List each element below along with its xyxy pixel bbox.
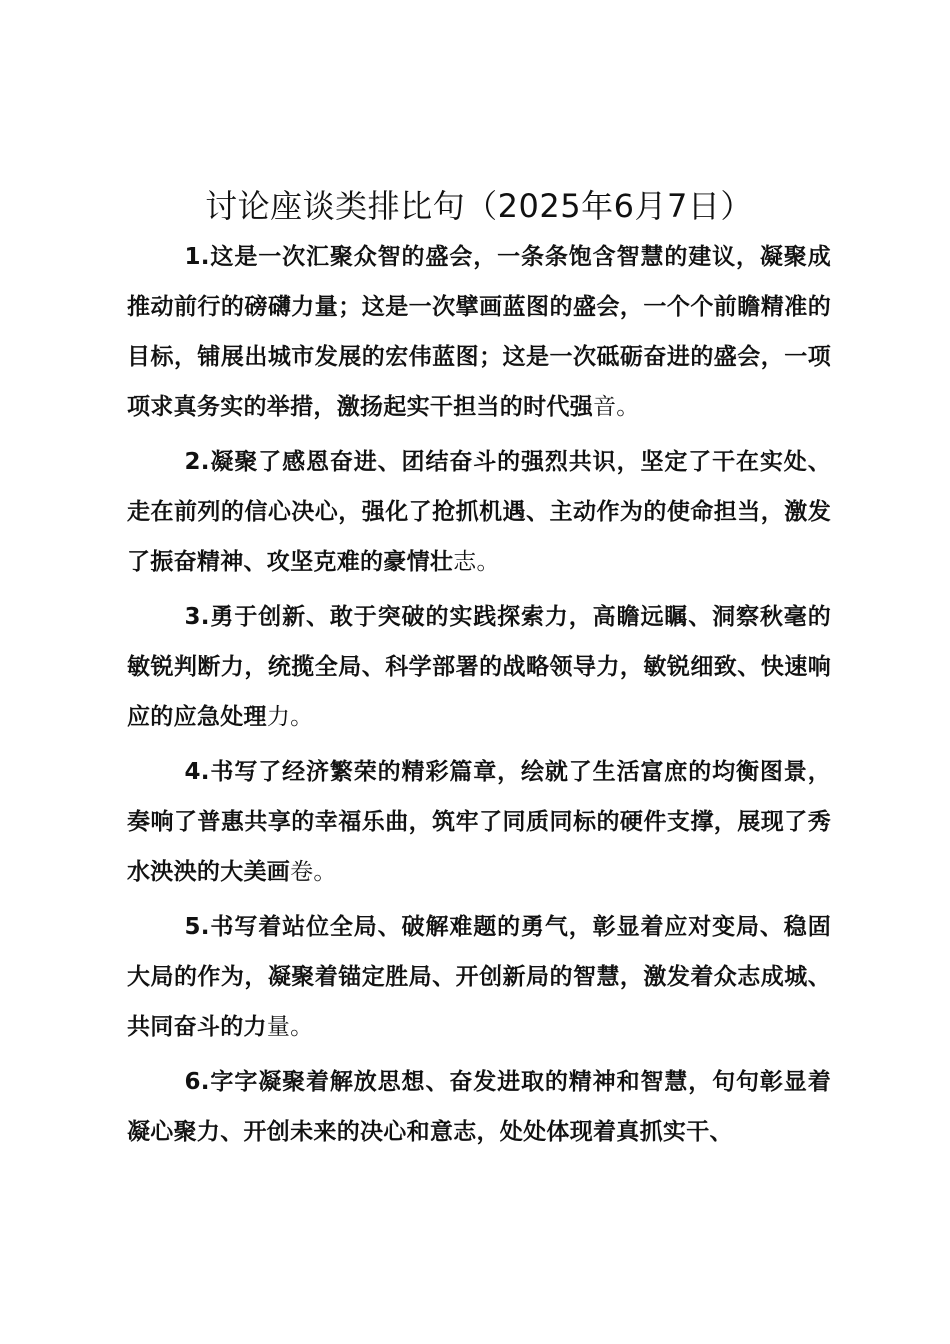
- paragraph-text: 5.书写着站位全局、破解难题的勇气，彰显着应对变局、稳固大局的作为，凝聚着锚定胜局、开创新局的智慧，激发着众志成城、共同奋斗的力: [127, 914, 831, 1040]
- paragraph-text: 3.勇于创新、敢于突破的实践探索力，高瞻远瞩、洞察秋毫的敏锐判断力，统揽全局、科学部署的战略领导力，敏锐细致、快速响应的应急处理: [127, 604, 831, 730]
- paragraph-6: [127, 1057, 831, 1157]
- paragraph-tail: 量。: [266, 1014, 314, 1040]
- document-body: [127, 232, 831, 1162]
- paragraph-text: 4.书写了经济繁荣的精彩篇章，绘就了生活富庶的均衡图景，奏响了普惠共享的幸福乐曲，筑牢了同质同标的硬件支撑，展现了秀水泱泱的大美画: [127, 759, 831, 885]
- document-title: 讨论座谈类排比句（2025年6月7日）: [205, 187, 753, 225]
- paragraph-3: [127, 592, 831, 742]
- paragraph-text: 6.字字凝聚着解放思想、奋发进取的精神和智慧，句句彰显着凝心聚力、开创未来的决心和意志，处处体现着真抓实干、: [127, 1069, 831, 1145]
- paragraph-5: [127, 902, 831, 1052]
- paragraph-tail: 卷。: [290, 859, 337, 885]
- paragraph-tail: 志。: [453, 549, 500, 575]
- paragraph-tail: 音。: [593, 394, 640, 420]
- paragraph-text: 2.凝聚了感恩奋进、团结奋斗的强烈共识，坚定了干在实处、走在前列的信心决心，强化了抢抓机遇、主动作为的使命担当，激发了振奋精神、攻坚克难的豪情壮: [127, 449, 831, 575]
- paragraph-tail: 力。: [266, 704, 314, 730]
- paragraph-2: [127, 437, 831, 587]
- paragraph-1: [127, 232, 831, 432]
- paragraph-4: [127, 747, 831, 897]
- paragraph-text: 1.这是一次汇聚众智的盛会，一条条饱含智慧的建议，凝聚成推动前行的磅礴力量；这是一次擘画蓝图的盛会，一个个前瞻精准的目标，铺展出城市发展的宏伟蓝图；这是一次砥砺奋进的盛会，一项项求真务实的举措，激扬起实干担当的时代强: [127, 244, 831, 420]
